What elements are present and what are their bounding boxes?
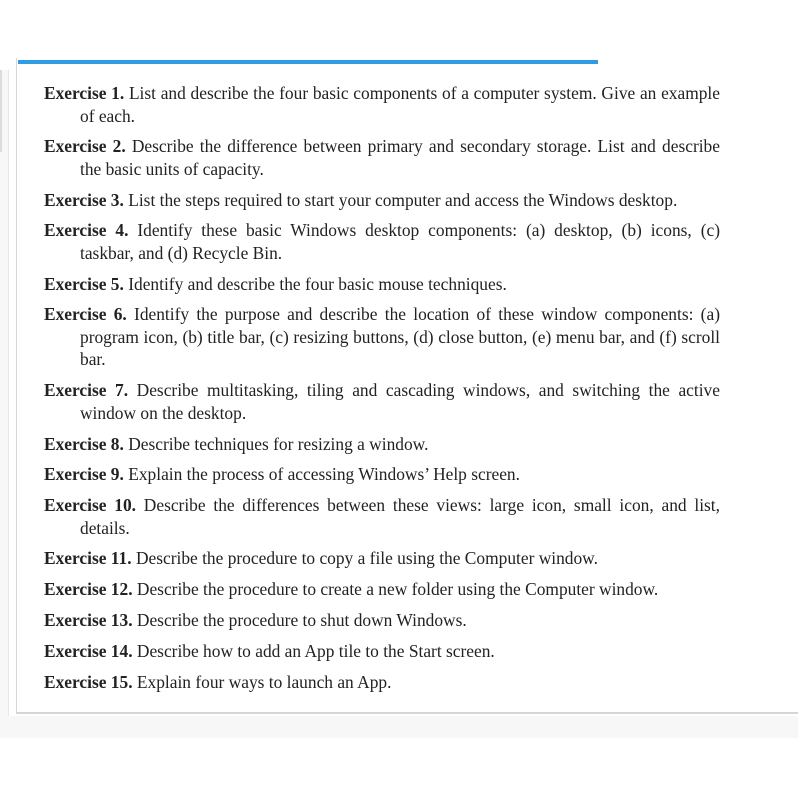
exercise-label: Exercise 12. bbox=[44, 579, 133, 600]
exercise-item bbox=[44, 433, 720, 456]
exercise-text: Describe the procedure to copy a file using the Computer window. bbox=[135, 548, 598, 569]
exercise-label: Exercise 5. bbox=[44, 273, 124, 294]
exercise-label: Exercise 7. bbox=[44, 380, 129, 401]
exercise-text: Describe multitasking, tiling and cascading windows, and switching the active window on the desktop. bbox=[80, 380, 720, 423]
exercise-item bbox=[44, 640, 720, 663]
exercise-text: Describe how to add an App tile to the Start screen. bbox=[136, 640, 495, 661]
exercise-item bbox=[44, 494, 720, 539]
exercise-item bbox=[44, 135, 720, 180]
exercise-item bbox=[44, 219, 720, 264]
exercise-item bbox=[44, 189, 720, 212]
exercise-item bbox=[44, 379, 720, 424]
exercise-text: Describe techniques for resizing a window. bbox=[128, 433, 429, 454]
exercise-label: Exercise 14. bbox=[44, 640, 133, 661]
page-footer-area bbox=[8, 716, 798, 738]
left-panel-marker bbox=[0, 70, 2, 152]
exercise-text: Describe the differences between these views: large icon, small icon, and list, details. bbox=[80, 495, 720, 538]
exercise-label: Exercise 15. bbox=[44, 671, 133, 692]
exercise-text: Explain the process of accessing Windows’ Help screen. bbox=[128, 464, 520, 485]
exercise-text: Identify and describe the four basic mouse techniques. bbox=[128, 273, 507, 294]
exercise-item bbox=[44, 82, 720, 127]
exercise-text: List and describe the four basic components of a computer system. Give an example of each. bbox=[80, 83, 720, 126]
exercise-item bbox=[44, 547, 720, 570]
exercise-item bbox=[44, 463, 720, 486]
exercise-label: Exercise 11. bbox=[44, 548, 132, 569]
exercise-item bbox=[44, 273, 720, 296]
exercise-label: Exercise 10. bbox=[44, 495, 136, 516]
exercise-text: Explain four ways to launch an App. bbox=[136, 671, 392, 692]
exercise-list bbox=[44, 82, 720, 701]
exercise-label: Exercise 9. bbox=[44, 464, 124, 485]
exercise-item bbox=[44, 578, 720, 601]
exercise-item bbox=[44, 609, 720, 632]
exercise-text: Identify the purpose and describe the location of these window components: (a) program icon, (b) title bar, (c) resizing buttons, (d) close button, (e) menu bar, and (f) scroll bar. bbox=[80, 304, 720, 370]
exercise-label: Exercise 1. bbox=[44, 83, 125, 103]
left-panel-edge bbox=[0, 70, 9, 738]
exercise-label: Exercise 3. bbox=[44, 189, 124, 210]
accent-bar bbox=[18, 60, 598, 64]
exercise-label: Exercise 2. bbox=[44, 136, 126, 157]
exercise-text: Describe the difference between primary and secondary storage. List and describe the basic units of capacity. bbox=[80, 136, 720, 179]
exercise-text: Identify these basic Windows desktop components: (a) desktop, (b) icons, (c) taskbar, and (d) Recycle Bin. bbox=[80, 220, 720, 263]
exercise-label: Exercise 8. bbox=[44, 433, 124, 454]
exercise-label: Exercise 4. bbox=[44, 220, 129, 241]
exercise-text: Describe the procedure to shut down Windows. bbox=[136, 610, 467, 631]
exercise-text: Describe the procedure to create a new folder using the Computer window. bbox=[136, 579, 659, 600]
exercise-label: Exercise 13. bbox=[44, 610, 133, 631]
exercise-item bbox=[44, 671, 720, 694]
exercise-label: Exercise 6. bbox=[44, 304, 127, 325]
exercise-item bbox=[44, 303, 720, 371]
exercise-text: List the steps required to start your computer and access the Windows desktop. bbox=[128, 189, 678, 210]
